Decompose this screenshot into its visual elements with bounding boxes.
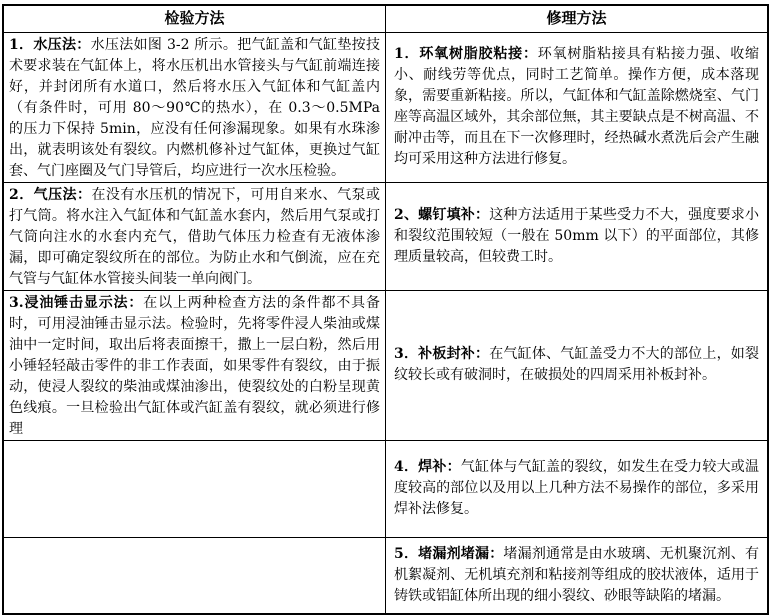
method-title: 3.浸油锤击显示法： [9, 294, 144, 311]
table-row [3, 32, 768, 182]
method-description: 气缸体与气缸盖的裂纹，如发生在受力较大或温度较高的部位以及用以上几种方法不易操作的部位，多采用焊补法修复。 [394, 459, 759, 517]
method-title: 2．气压法： [9, 186, 92, 203]
repair-method-5-cell [386, 537, 769, 614]
method-title: 2、螺钉填补： [394, 206, 490, 223]
method-description: 水压法如图 3-2 所示。把气缸盖和气缸垫按技术要求装在气缸体上，将水压机出水管接头与气缸前端连接好，并封闭所有水道口，然后将水压入气缸体和气缸盖内（有条件时，可用 80～90℃的热水），在 0.3～0.5MPa 的压力下保持 5min，应没有任何渗漏现象。如果有水珠渗出，就表明该处有裂纹。内燃机修补过气缸体，更换过气缸套、气门座圈及气门导管后，均应进行一次水压检验。 [9, 36, 380, 179]
inspection-method-1-cell [3, 32, 386, 182]
repair-method-4-cell [386, 440, 769, 537]
method-title: 4．焊补： [394, 459, 461, 475]
method-title: 3．补板封补： [394, 346, 490, 362]
table-row [3, 182, 768, 290]
inspection-method-3-cell [3, 290, 386, 440]
method-title: 1．环氧树脂胶粘接： [394, 46, 538, 62]
empty-cell [3, 440, 386, 537]
table-row [3, 290, 768, 440]
column-header-inspection: 检验方法 [3, 5, 386, 32]
method-title: 5．堵漏剂堵漏： [394, 545, 504, 562]
method-description: 这种方法适用于某些受力不大，强度要求小和裂纹范围较短（一般在 50mm 以下）的平面部位，其修理质量较高，但较费工时。 [394, 206, 759, 265]
method-description: 堵漏剂通常是由水玻璃、无机聚沉剂、有机絮凝剂、无机填充剂和粘接剂等组成的胶状液体，适用于铸铁或铝缸体所出现的细小裂纹、砂眼等缺陷的堵漏。 [394, 545, 759, 604]
method-description: 在没有水压机的情况下，可用自来水、气泵或打气筒。将水注入气缸体和气缸盖水套内，然后用气泵或打气筒向注水的水套内充气，借助气体压力检查有无液体渗漏，即可确定裂纹所在的部位。为防止水和气倒流，应在充气管与气缸体水管接头间装一单向阀门。 [9, 186, 381, 287]
empty-cell [3, 537, 386, 614]
table-row [3, 537, 768, 614]
method-title: 1．水压法： [9, 36, 91, 53]
repair-method-2-cell [386, 182, 769, 290]
method-description: 环氧树脂粘接具有粘接力强、收缩小、耐线劳等优点，同时工艺简单。操作方便，成本落现象，需要重新粘接。所以，气缸体和气缸盖除燃烧室、气门座等高温区域外，其余部位無，其主要缺点是不树高温、不耐冲击等，而且在下一次修理时，经热碱水煮洗后会产生融均可采用这种方法进行修复。 [394, 46, 759, 167]
table-row [3, 440, 768, 537]
inspection-method-2-cell [3, 182, 386, 290]
repair-method-1-cell [386, 32, 769, 182]
method-description: 在以上两种检查方法的条件都不具备时，可用浸油锤击显示法。检验时，先将零件浸人柴油或煤油中一定时间，取出后将表面擦干，撒上一层白粉，然后用小锤轻轻敲击零件的非工作表面，如果零件有裂纹，由于振动，使浸人裂纹的柴油或煤油渗出，使裂纹处的白粉呈现黄色线痕。一旦检验出气缸体或汽缸盖有裂纹，就必须进行修理 [9, 294, 380, 437]
column-header-repair: 修理方法 [386, 5, 769, 32]
inspection-repair-table [2, 4, 769, 615]
table-header-row [3, 5, 768, 32]
repair-method-3-cell [386, 290, 769, 440]
method-description: 在气缸体、气缸盖受力不大的部位上，如裂纹较长或有破洞时，在破损处的四周采用补板封补。 [394, 346, 759, 383]
